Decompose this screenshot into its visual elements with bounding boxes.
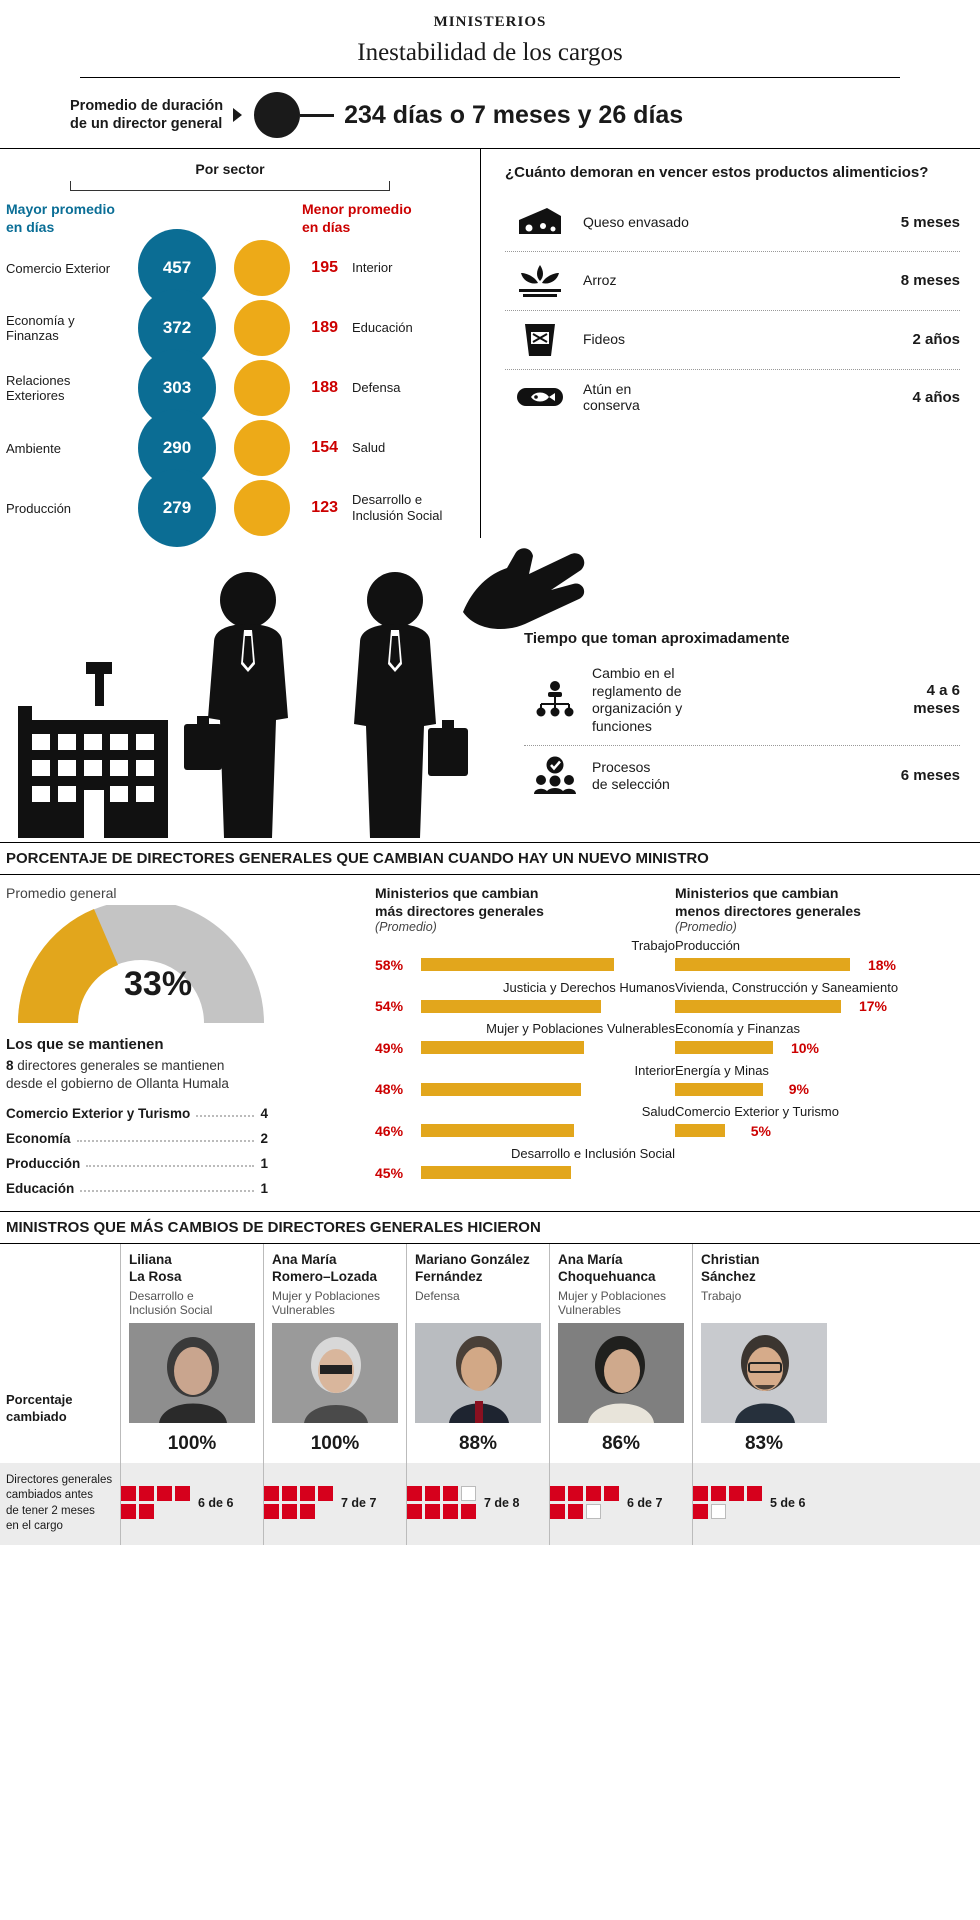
sector-headers (0, 191, 480, 238)
bar-value: 18% (867, 956, 896, 973)
squares-cell (406, 1463, 549, 1545)
sector-low-bubble (234, 360, 290, 416)
bar-item (675, 1021, 975, 1059)
keep-item (6, 1176, 268, 1201)
org-chart-icon (524, 680, 586, 720)
bar-fill (675, 1124, 725, 1137)
dot-icon (254, 92, 300, 138)
square-filled (729, 1486, 744, 1501)
sector-low-value: 188 (311, 379, 338, 396)
sector-low-value: 189 (311, 319, 338, 336)
keep-item-label: Comercio Exterior y Turismo (6, 1106, 191, 1122)
keep-item-label: Economía (6, 1131, 71, 1147)
square-filled (550, 1486, 565, 1501)
square-filled (443, 1504, 458, 1519)
keep-text: 8 directores generales se mantienen desde el gobierno de Ollanta Humala (6, 1058, 229, 1092)
square-filled (604, 1486, 619, 1501)
square-filled (693, 1504, 708, 1519)
bar-value: 54% (375, 998, 404, 1015)
dotted-leader (80, 1190, 254, 1192)
sector-low-bubble (234, 240, 290, 296)
gauge-chart (6, 905, 276, 1030)
sector-high-bubble: 303 (138, 349, 216, 427)
minister-percent: 86% (601, 1432, 641, 1454)
bar-label: Vivienda, Construcción y Saneamiento (675, 979, 899, 995)
bar-value: 49% (375, 1039, 404, 1056)
bar-fill (421, 1166, 571, 1179)
bar-item (675, 1063, 975, 1101)
keep-item (6, 1126, 268, 1151)
squares-ratio: 5 de 6 (770, 1495, 806, 1510)
bar-label: Salud (641, 1104, 675, 1120)
bar-value: 17% (858, 998, 887, 1015)
food-value: 4 años (912, 388, 960, 406)
keep-item-value: 4 (260, 1106, 268, 1122)
bar-line (675, 995, 975, 1017)
square-filled (157, 1486, 172, 1501)
average-label-line1: Promedio de duración (70, 97, 224, 114)
square-filled (586, 1486, 601, 1501)
bar-fill (675, 1041, 773, 1054)
time-title: Tiempo que toman aproximadamente (524, 630, 790, 647)
squares-ratio: 6 de 6 (198, 1495, 234, 1510)
minister-role: Defensa (415, 1288, 460, 1303)
squares-grid (550, 1486, 619, 1519)
sector-row (0, 298, 480, 358)
keep-list (6, 1101, 268, 1201)
square-filled (300, 1486, 315, 1501)
minister-card (120, 1244, 263, 1462)
bar-item (675, 1104, 975, 1142)
sector-and-foods (0, 148, 980, 538)
sector-panel (0, 149, 480, 538)
keep-item (6, 1151, 268, 1176)
square-filled (693, 1486, 708, 1501)
sector-row (0, 478, 480, 538)
bar-item (675, 980, 975, 1018)
food-value: 5 meses (900, 214, 960, 231)
sector-row (0, 358, 480, 418)
sector-rows (0, 238, 480, 538)
bar-line (375, 1162, 675, 1184)
food-row (505, 370, 960, 426)
squares-ratio: 7 de 7 (341, 1495, 377, 1510)
minister-card (692, 1244, 835, 1462)
minister-name: Ana María Choquehuanca (558, 1252, 656, 1284)
bar-line (375, 1120, 675, 1142)
squares-ratio: 6 de 7 (627, 1495, 663, 1510)
minister-card (263, 1244, 406, 1462)
square-filled (282, 1504, 297, 1519)
minister-name: Ana María Romero–Lozada (272, 1252, 378, 1284)
minister-percent: 100% (310, 1432, 360, 1454)
squares-grid (693, 1486, 762, 1519)
minister-percent: 88% (458, 1432, 498, 1454)
page-title: Inestabilidad de los cargos (357, 39, 623, 66)
chart-less-changes (675, 885, 975, 1201)
average-label-line2: de un director general (70, 116, 223, 132)
ministers-row-labels (0, 1244, 120, 1462)
bar-line (375, 995, 675, 1017)
dotted-leader (196, 1115, 254, 1117)
bar-value: 46% (375, 1122, 404, 1139)
kicker: MINISTERIOS (433, 14, 547, 30)
sector-left-label: Producción (6, 500, 72, 516)
sector-right-label: Defensa (352, 380, 401, 396)
bar-label: Energía y Minas (675, 1062, 769, 1078)
food-row (505, 195, 960, 252)
bar-item (675, 938, 975, 976)
bar-label: Desarrollo e Inclusión Social (510, 1145, 675, 1161)
ministers-squares-row (0, 1463, 980, 1545)
square-filled (425, 1504, 440, 1519)
food-name: Queso envasado (583, 214, 689, 231)
square-empty (586, 1504, 601, 1519)
label-changed-before-2-months: Directores generales cambiados antes de tener 2 meses en el cargo (6, 1473, 113, 1533)
gauge-title: Promedio general (6, 885, 117, 901)
square-filled (175, 1486, 190, 1501)
noodles-icon (505, 322, 575, 358)
chart-more-changes (375, 885, 675, 1201)
square-filled (139, 1486, 154, 1501)
squares-cell (120, 1463, 263, 1545)
bar-fill (421, 1124, 574, 1137)
minister-percent: 83% (744, 1432, 784, 1454)
bar-value: 58% (375, 956, 404, 973)
square-filled (121, 1504, 136, 1519)
chart-more-subtitle: (Promedio) (375, 920, 437, 934)
bar-item (375, 1063, 675, 1101)
gauge-value: 33% (124, 965, 193, 1003)
minister-photo (701, 1323, 827, 1423)
minister-photo (415, 1323, 541, 1423)
bar-fill (421, 1083, 581, 1096)
bar-item (375, 1021, 675, 1059)
food-value: 8 meses (900, 272, 960, 289)
sector-high-bubble: 290 (138, 409, 216, 487)
bar-fill (421, 1000, 601, 1013)
bar-item (375, 1104, 675, 1142)
minister-role: Desarrollo e Inclusión Social (129, 1288, 213, 1318)
bar-label: Producción (675, 938, 741, 953)
food-name: Arroz (583, 272, 617, 289)
minister-role: Trabajo (701, 1288, 742, 1303)
square-filled (318, 1486, 333, 1501)
square-filled (425, 1486, 440, 1501)
header-low-average: Menor promedio en días (302, 201, 412, 235)
bar-line (675, 1078, 975, 1100)
bar-item (375, 980, 675, 1018)
keep-title: Los que se mantienen (6, 1036, 164, 1053)
rice-icon (505, 263, 575, 299)
square-filled (568, 1504, 583, 1519)
sector-right-label: Salud (352, 440, 386, 456)
time-row (524, 655, 960, 746)
sector-left-label: Ambiente (6, 440, 61, 456)
square-filled (711, 1486, 726, 1501)
square-filled (407, 1504, 422, 1519)
minister-name: Liliana La Rosa (129, 1252, 182, 1284)
keep-item (6, 1101, 268, 1126)
bar-line (375, 954, 675, 976)
percent-section (0, 875, 980, 1201)
food-row (505, 311, 960, 370)
average-duration-row (0, 78, 980, 148)
sector-high-bubble: 457 (138, 229, 216, 307)
time-value: 4 a 6 meses (913, 682, 960, 717)
cheese-icon (505, 206, 575, 240)
squares-cell (692, 1463, 835, 1545)
sector-right-label: Interior (352, 260, 393, 276)
minister-photo (558, 1323, 684, 1423)
sector-high-bubble: 372 (138, 289, 216, 367)
bar-line (675, 954, 975, 976)
time-row (524, 746, 960, 806)
time-value: 6 meses (900, 767, 960, 784)
people-building-illustration (0, 538, 500, 838)
connector-line (300, 114, 334, 117)
bar-fill (675, 1083, 763, 1096)
keep-item-value: 2 (260, 1131, 268, 1147)
sector-row (0, 418, 480, 478)
bar-line (375, 1037, 675, 1059)
time-name: Procesos de selección (592, 758, 670, 792)
average-duration-value: 234 días o 7 meses y 26 días (344, 100, 684, 129)
ministers-band-title: MINISTROS QUE MÁS CAMBIOS DE DIRECTORES GENERALES HICIERON (0, 1211, 980, 1244)
food-value: 2 años (912, 331, 960, 348)
bracket-decoration (70, 181, 390, 191)
food-name: Fideos (583, 331, 626, 348)
header-high-average: Mayor promedio en días (6, 201, 115, 235)
keep-count: 8 (6, 1058, 14, 1073)
square-filled (443, 1486, 458, 1501)
time-panel (500, 630, 960, 806)
bar-fill (421, 958, 614, 971)
bar-label: Justicia y Derechos Humanos (503, 979, 675, 995)
minister-role: Mujer y Poblaciones Vulnerables (558, 1288, 667, 1318)
bar-label: Mujer y Poblaciones Vulnerables (486, 1021, 675, 1037)
minister-percent: 100% (167, 1432, 217, 1454)
square-empty (711, 1504, 726, 1519)
keep-item-label: Producción (6, 1156, 81, 1172)
sector-left-label: Economía y Finanzas (6, 313, 75, 343)
sector-left-label: Relaciones Exteriores (6, 373, 71, 403)
square-filled (121, 1486, 136, 1501)
sector-title: Por sector (195, 161, 265, 177)
squares-ratio: 7 de 8 (484, 1495, 520, 1510)
sector-low-bubble (234, 420, 290, 476)
bar-label: Interior (634, 1062, 675, 1078)
sector-low-bubble (234, 480, 290, 536)
squares-row-label-cell (0, 1463, 120, 1545)
foods-panel (480, 149, 980, 538)
arrow-right-icon (233, 108, 242, 122)
square-empty (461, 1486, 476, 1501)
minister-card (549, 1244, 692, 1462)
sector-low-value: 195 (311, 259, 338, 276)
bar-value: 48% (375, 1081, 404, 1098)
bar-label: Trabajo (631, 938, 675, 953)
sector-left-label: Comercio Exterior (6, 260, 111, 276)
dotted-leader (77, 1140, 255, 1142)
minister-name: Mariano González Fernández (415, 1252, 530, 1284)
bar-label: Economía y Finanzas (675, 1021, 801, 1037)
bar-value: 45% (375, 1164, 404, 1181)
minister-role: Mujer y Poblaciones Vulnerables (272, 1288, 381, 1318)
squares-grid (121, 1486, 190, 1519)
bar-fill (675, 958, 850, 971)
squares-grid (264, 1486, 333, 1519)
minister-photo (272, 1323, 398, 1423)
squares-grid (407, 1486, 476, 1519)
bar-item (375, 1146, 675, 1184)
time-name: Cambio en el reglamento de organización y funciones (592, 665, 683, 734)
square-filled (550, 1504, 565, 1519)
ministers-grid (0, 1244, 980, 1462)
gauge-column (0, 885, 375, 1201)
keep-item-value: 1 (260, 1156, 268, 1172)
keep-item-value: 1 (260, 1181, 268, 1197)
food-name: Atún en conserva (583, 380, 640, 414)
sector-low-value: 154 (311, 439, 338, 456)
bar-line (375, 1078, 675, 1100)
sector-row (0, 238, 480, 298)
bar-line (675, 1120, 975, 1142)
label-percent-changed: Porcentaje cambiado (6, 1392, 73, 1424)
bar-fill (421, 1041, 584, 1054)
square-filled (282, 1486, 297, 1501)
bar-line (675, 1037, 975, 1059)
chart-less-title: Ministerios que cambian menos directores generales (675, 885, 861, 919)
squares-cell (549, 1463, 692, 1545)
keep-item-label: Educación (6, 1181, 75, 1197)
chart-less-subtitle: (Promedio) (675, 920, 737, 934)
selection-check-icon (524, 756, 586, 796)
percent-band-title: PORCENTAJE DE DIRECTORES GENERALES QUE CAMBIAN CUANDO HAY UN NUEVO MINISTRO (0, 842, 980, 875)
minister-name: Christian Sánchez (701, 1252, 760, 1284)
square-filled (568, 1486, 583, 1501)
chart-more-title: Ministerios que cambian más directores generales (375, 885, 544, 919)
bar-value: 9% (788, 1081, 809, 1098)
square-filled (747, 1486, 762, 1501)
bar-value: 10% (790, 1039, 819, 1056)
dotted-leader (86, 1165, 254, 1167)
sector-low-bubble (234, 300, 290, 356)
canned-tuna-icon (505, 382, 575, 412)
square-filled (264, 1486, 279, 1501)
minister-card (406, 1244, 549, 1462)
squares-cell (263, 1463, 406, 1545)
bar-value: 5% (750, 1122, 771, 1139)
sector-high-bubble: 279 (138, 469, 216, 547)
sector-low-value: 123 (311, 499, 338, 516)
sector-right-label: Desarrollo e Inclusión Social (352, 492, 443, 523)
foods-title: ¿Cuánto demoran en vencer estos productos alimenticios? (505, 164, 929, 181)
bar-item (375, 938, 675, 976)
food-row (505, 252, 960, 311)
average-duration-label (70, 97, 223, 133)
silhouette-scene (0, 538, 980, 838)
square-filled (264, 1504, 279, 1519)
square-filled (139, 1504, 154, 1519)
minister-photo (129, 1323, 255, 1423)
sector-right-label: Educación (352, 320, 413, 336)
square-filled (300, 1504, 315, 1519)
square-filled (407, 1486, 422, 1501)
square-filled (461, 1504, 476, 1519)
bar-fill (675, 1000, 841, 1013)
bar-label: Comercio Exterior y Turismo (675, 1104, 839, 1120)
